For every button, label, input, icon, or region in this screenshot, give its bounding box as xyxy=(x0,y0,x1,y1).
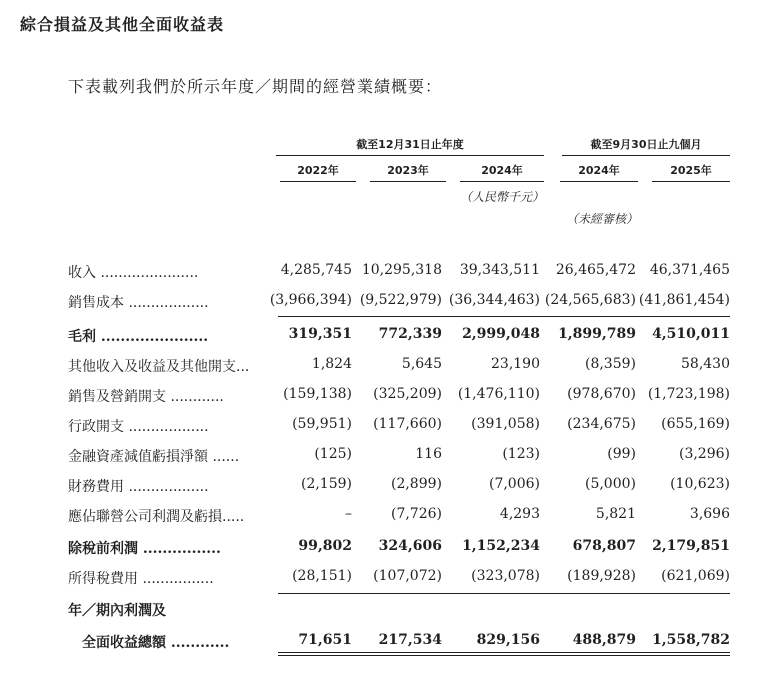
cell-value: (621,069) xyxy=(661,568,730,584)
cell-value: 772,339 xyxy=(378,326,442,342)
intro-text: 下表載列我們於所示年度／期間的經營業績概要： xyxy=(68,77,443,96)
cell-value: 39,343,511 xyxy=(459,262,540,278)
table-row xyxy=(0,326,761,352)
cell-value: (3,296) xyxy=(678,446,730,462)
table-row xyxy=(0,506,761,532)
table-row xyxy=(0,386,761,412)
row-label: 年／期內利潤及 xyxy=(68,603,166,619)
cell-value: (7,006) xyxy=(488,476,540,492)
cell-value: (59,951) xyxy=(292,416,352,432)
unit-note: （人民幣千元） xyxy=(459,190,544,204)
section-title: 綜合損益及其他全面收益表 xyxy=(20,15,225,34)
cell-value: (391,058) xyxy=(471,416,540,432)
table-row xyxy=(0,568,761,594)
row-label: 收入 ...................... xyxy=(68,265,199,281)
row-label: 財務費用 .................. xyxy=(68,479,209,495)
cell-value: (36,344,463) xyxy=(448,292,540,308)
row-label: 行政開支 .................. xyxy=(68,419,209,435)
cell-value: (7,726) xyxy=(390,506,442,522)
cell-value: (1,476,110) xyxy=(457,386,540,402)
cell-value: 1,558,782 xyxy=(652,632,730,648)
cell-value: 217,534 xyxy=(378,632,442,648)
cell-value: 23,190 xyxy=(491,356,540,372)
table-row xyxy=(0,600,761,626)
cell-value: (655,169) xyxy=(661,416,730,432)
cell-value: 488,879 xyxy=(572,632,636,648)
row-label: 應佔聯營公司利潤及虧損..... xyxy=(68,509,245,525)
cell-value: 58,430 xyxy=(681,356,730,372)
row-label: 毛利 ...................... xyxy=(68,329,209,345)
table-row xyxy=(0,262,761,288)
cell-value: 46,371,465 xyxy=(649,262,730,278)
cell-value: (10,623) xyxy=(670,476,730,492)
cell-value: 4,285,745 xyxy=(280,262,352,278)
cell-value: (5,000) xyxy=(584,476,636,492)
table-row xyxy=(0,446,761,472)
cell-value: 26,465,472 xyxy=(555,262,636,278)
cell-value: (978,670) xyxy=(567,386,636,402)
cell-value: – xyxy=(345,506,352,522)
cell-value: (9,522,979) xyxy=(359,292,442,308)
row-label: 所得稅費用 ................ xyxy=(68,571,214,587)
cell-value: 4,510,011 xyxy=(652,326,730,342)
year-header-4: 2024年 xyxy=(560,162,638,182)
cell-value: 2,179,851 xyxy=(652,538,730,554)
cell-value: 4,293 xyxy=(499,506,540,522)
cell-value: 3,696 xyxy=(689,506,730,522)
table-row xyxy=(0,476,761,502)
row-label: 其他收入及收益及其他開支... xyxy=(68,359,250,375)
cell-value: 1,152,234 xyxy=(462,538,540,554)
row-label: 銷售成本 .................. xyxy=(68,295,209,311)
table-row xyxy=(0,292,761,318)
cell-value: (2,899) xyxy=(390,476,442,492)
cell-value: (3,966,394) xyxy=(269,292,352,308)
cell-value: 5,645 xyxy=(401,356,442,372)
cell-value: (107,072) xyxy=(373,568,442,584)
cell-value: (125) xyxy=(314,446,352,462)
cell-value: (323,078) xyxy=(471,568,540,584)
year-header-1: 2022年 xyxy=(280,162,356,182)
rule-under-cost xyxy=(278,316,730,317)
double-rule-total xyxy=(278,652,730,656)
cell-value: 2,999,048 xyxy=(462,326,540,342)
row-label: 金融資產減值虧損淨額 ...... xyxy=(68,449,240,465)
cell-value: (234,675) xyxy=(567,416,636,432)
cell-value: 1,899,789 xyxy=(558,326,636,342)
cell-value: (2,159) xyxy=(300,476,352,492)
cell-value: (28,151) xyxy=(292,568,352,584)
table-row xyxy=(0,356,761,382)
year-header-5: 2025年 xyxy=(652,162,730,182)
table-row xyxy=(0,416,761,442)
cell-value: (325,209) xyxy=(373,386,442,402)
cell-value: 324,606 xyxy=(378,538,442,554)
cell-value: 10,295,318 xyxy=(361,262,442,278)
row-label: 全面收益總額 ............ xyxy=(68,635,230,651)
cell-value: (24,565,683) xyxy=(544,292,636,308)
unaudited-note: （未經審核） xyxy=(565,212,638,226)
table-row xyxy=(0,538,761,564)
cell-value: (159,138) xyxy=(283,386,352,402)
cell-value: (99) xyxy=(607,446,636,462)
cell-value: (189,928) xyxy=(567,568,636,584)
cell-value: 319,351 xyxy=(288,326,352,342)
cell-value: (123) xyxy=(502,446,540,462)
year-header-3: 2024年 xyxy=(460,162,544,182)
cell-value: (117,660) xyxy=(373,416,442,432)
cell-value: (1,723,198) xyxy=(647,386,730,402)
cell-value: 678,807 xyxy=(572,538,636,554)
header-group-annual: 截至12月31日止年度 xyxy=(276,136,544,156)
cell-value: 5,821 xyxy=(595,506,636,522)
rule-under-pretax-tax xyxy=(278,593,730,594)
row-label: 除稅前利潤 ................ xyxy=(68,541,221,557)
cell-value: 1,824 xyxy=(311,356,352,372)
year-header-2: 2023年 xyxy=(370,162,446,182)
cell-value: (41,861,454) xyxy=(638,292,730,308)
cell-value: 99,802 xyxy=(298,538,352,554)
row-label: 銷售及營銷開支 ............ xyxy=(68,389,224,405)
cell-value: 829,156 xyxy=(476,632,540,648)
cell-value: (8,359) xyxy=(584,356,636,372)
header-group-interim: 截至9月30日止九個月 xyxy=(562,136,730,156)
cell-value: 71,651 xyxy=(298,632,352,648)
cell-value: 116 xyxy=(415,446,442,462)
